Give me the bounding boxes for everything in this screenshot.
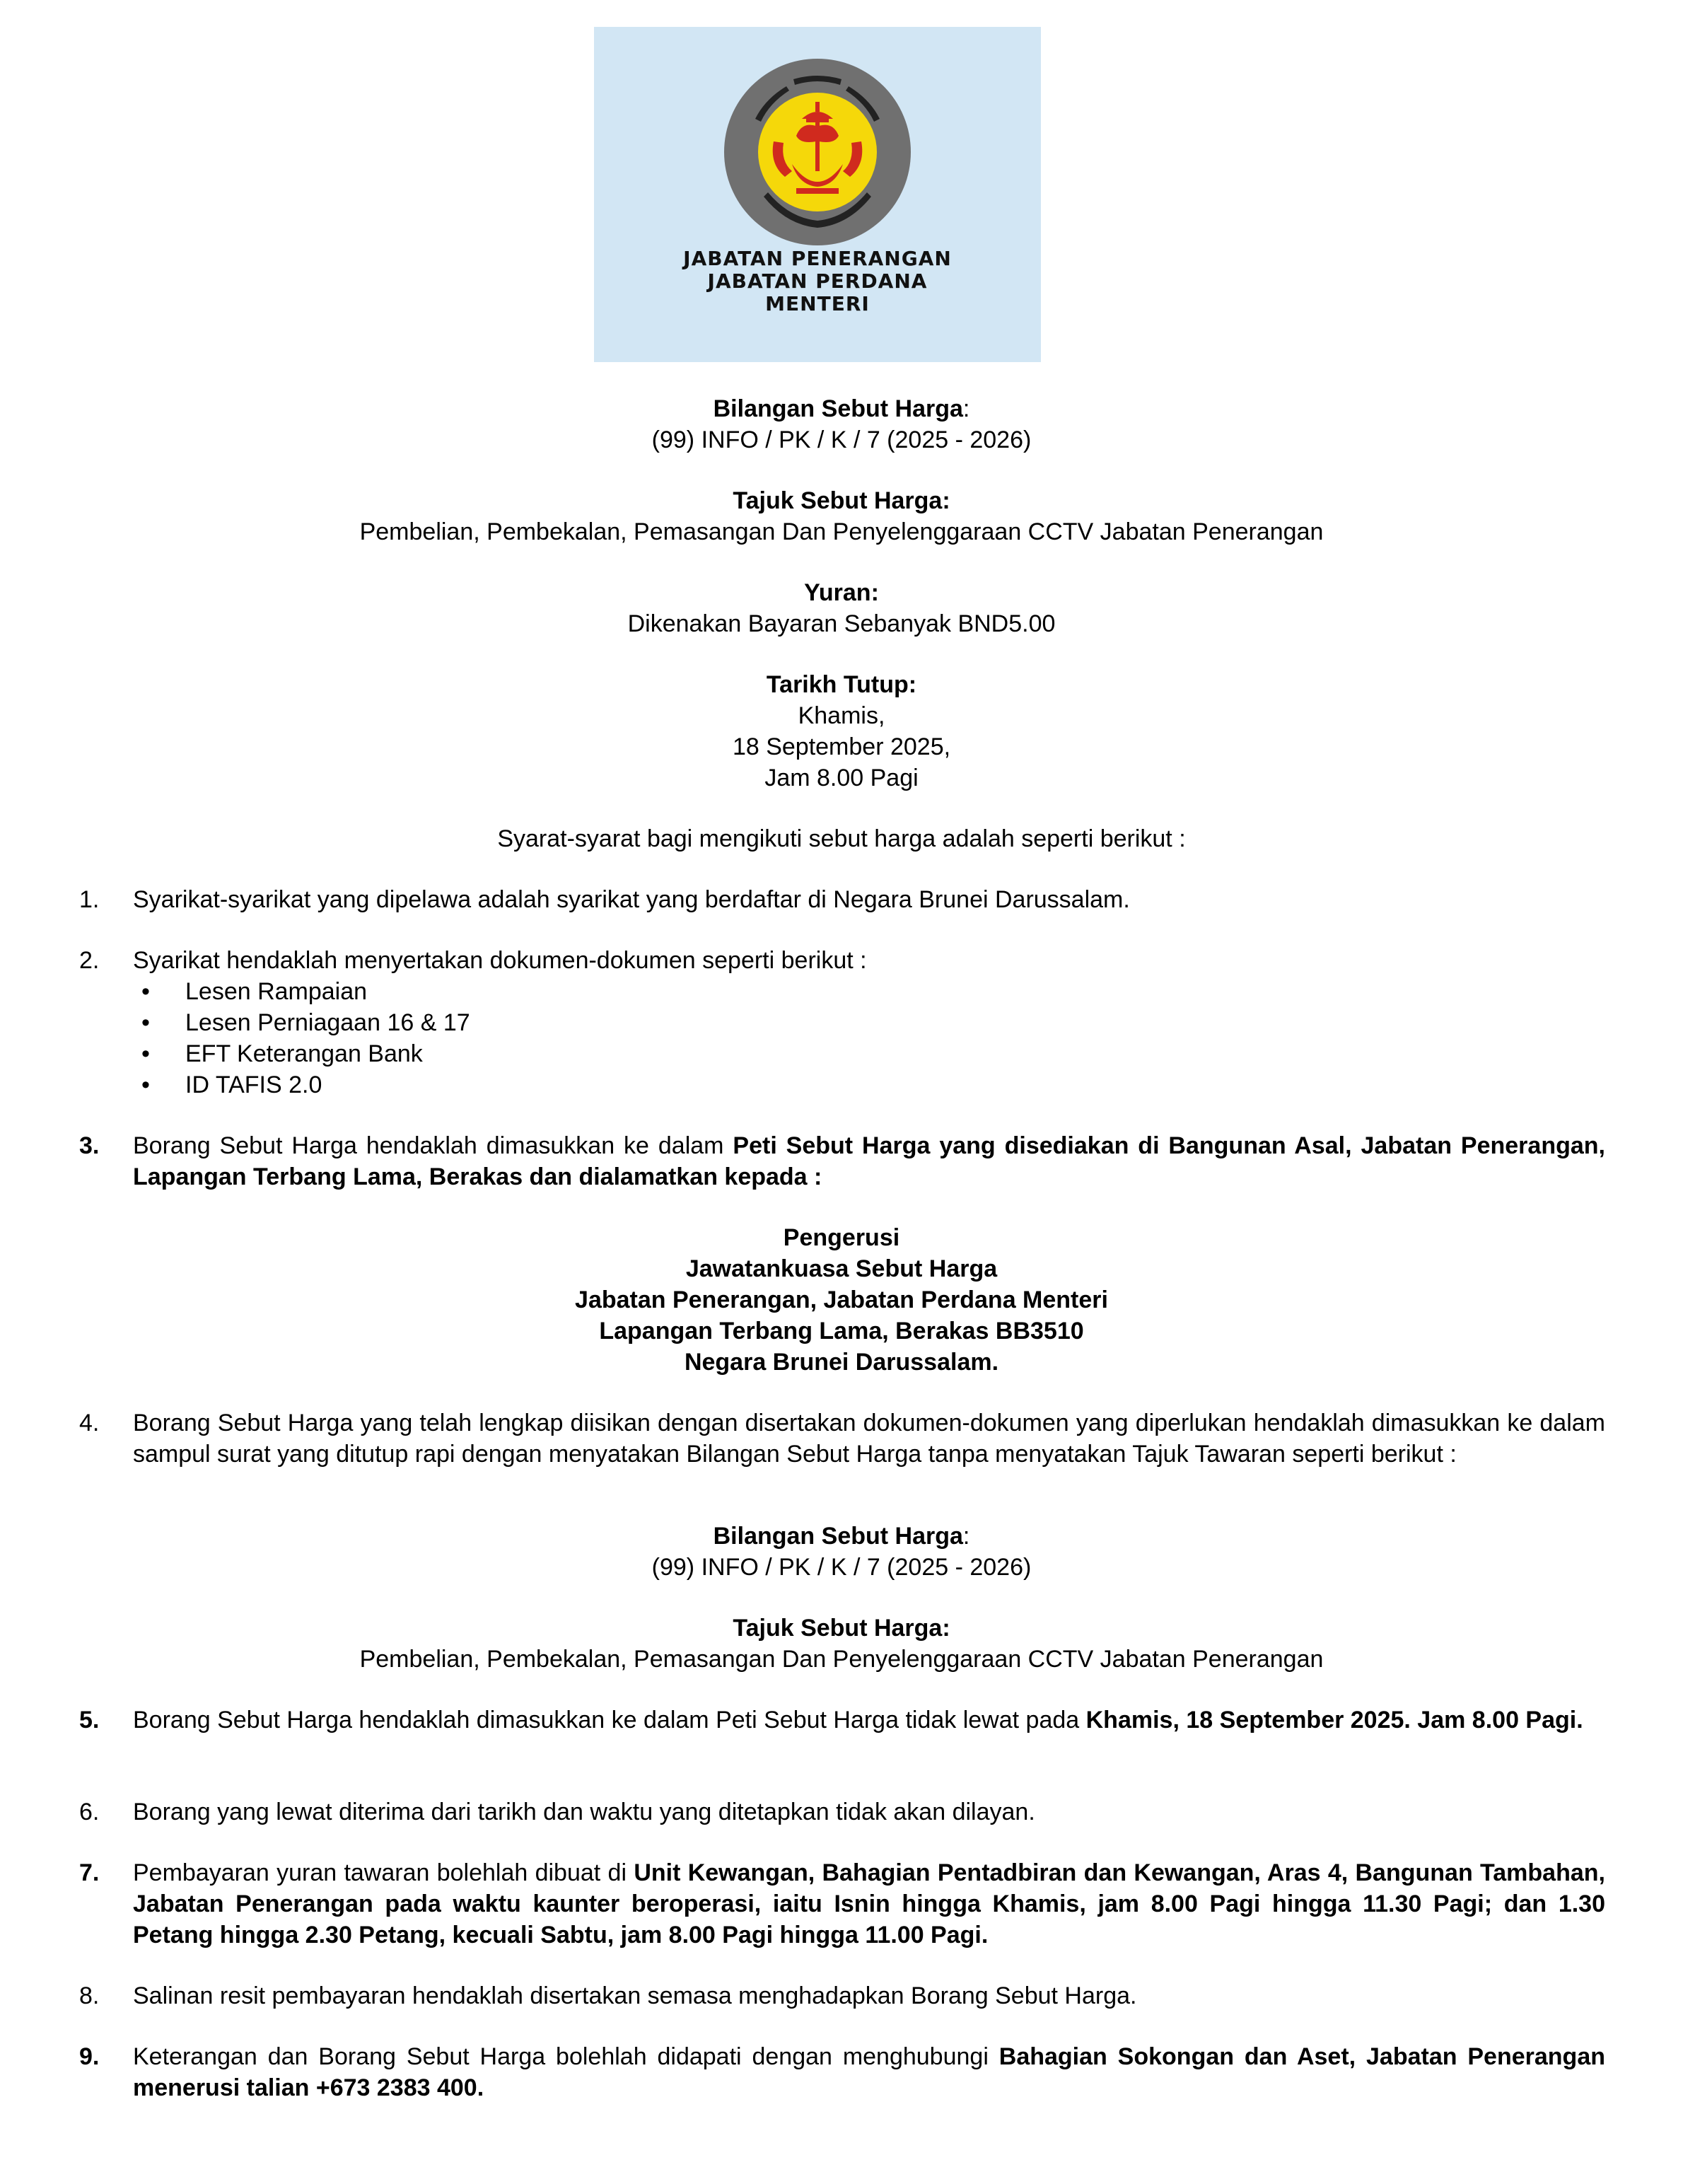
item-8-number: 8. (79, 1982, 100, 2009)
quotation-number-heading: Bilangan Sebut Harga: (713, 395, 970, 422)
address-line: Negara Brunei Darussalam. (684, 1349, 999, 1376)
conditions-intro: Syarat-syarat bagi mengikuti sebut harga adalah seperti berikut : (497, 825, 1186, 852)
item-8-text: Salinan resit pembayaran hendaklah disertakan semasa menghadapkan Borang Sebut Harga. (133, 1982, 1137, 2009)
item-6-number: 6. (79, 1799, 100, 1825)
envelope-number-value: (99) INFO / PK / K / 7 (2025 - 2026) (651, 1554, 1032, 1581)
address-line: Jabatan Penerangan, Jabatan Perdana Menteri (575, 1286, 1108, 1313)
list-item: • EFT Keterangan Bank (133, 1038, 470, 1069)
item-2-text: Syarikat hendaklah menyertakan dokumen-dokumen seperti berikut : (133, 947, 867, 974)
brunei-crest-emblem-icon (723, 58, 912, 246)
fee-value: Dikenakan Bayaran Sebanyak BND5.00 (627, 610, 1056, 637)
item-4-number: 4. (79, 1410, 100, 1436)
closing-date: 18 September 2025, (732, 733, 951, 760)
item-2-number: 2. (79, 947, 100, 974)
fee-heading: Yuran: (804, 579, 879, 606)
list-item: • Lesen Rampaian (133, 976, 470, 1007)
bullet-icon: • (141, 1009, 150, 1036)
envelope-number-heading: Bilangan Sebut Harga: (713, 1523, 970, 1550)
item-6-text: Borang yang lewat diterima dari tarikh dan waktu yang ditetapkan tidak akan dilayan. (133, 1799, 1035, 1825)
item-1-text: Syarikat-syarikat yang dipelawa adalah syarikat yang berdaftar di Negara Brunei Darussalam. (133, 886, 1130, 913)
list-item: • ID TAFIS 2.0 (133, 1069, 470, 1100)
item-4-text: Borang Sebut Harga yang telah lengkap diisikan dengan disertakan dokumen-dokumen yang diperlukan hendaklah dimasukkan ke dalam sampul surat yang ditutup rapi dengan menyatakan Bilangan Sebut Harga tanpa menyatakan Tajuk Tawaran seperti berikut : (133, 1410, 1605, 1468)
logo-text-line-2: JABATAN PERDANA (707, 269, 928, 293)
logo-text-line-3: MENTERI (765, 292, 870, 315)
quotation-title-value: Pembelian, Pembekalan, Pemasangan Dan Penyelenggaraan CCTV Jabatan Penerangan (359, 518, 1324, 545)
item-9-number: 9. (79, 2043, 100, 2070)
bullet-icon: • (141, 1040, 150, 1067)
item-3-text: Borang Sebut Harga hendaklah dimasukkan ke dalam Peti Sebut Harga yang disediakan di Bangunan Asal, Jabatan Penerangan, Lapangan Terbang Lama, Berakas dan dialamatkan kepada : (133, 1132, 1605, 1190)
address-line: Pengerusi (783, 1224, 900, 1251)
address-block (0, 1222, 1683, 1378)
closing-day: Khamis, (798, 702, 885, 729)
list-item: • Lesen Perniagaan 16 & 17 (133, 1007, 470, 1038)
closing-date-heading: Tarikh Tutup: (766, 671, 917, 698)
envelope-title-value: Pembelian, Pembekalan, Pemasangan Dan Penyelenggaraan CCTV Jabatan Penerangan (359, 1646, 1324, 1673)
address-line: Jawatankuasa Sebut Harga (685, 1255, 998, 1282)
quotation-title-heading: Tajuk Sebut Harga: (733, 487, 950, 514)
item-1-number: 1. (79, 886, 100, 913)
item-7-text: Pembayaran yuran tawaran bolehlah dibuat di Unit Kewangan, Bahagian Pentadbiran dan Kewangan, Aras 4, Bangunan Tambahan, Jabatan Penerangan pada waktu kaunter beroperasi, iaitu Isnin hingga Khamis, jam 8.00 Pagi hingga 11.30 Pagi; dan 1.30 Petang hingga 2.30 Petang, kecuali Sabtu, jam 8.00 Pagi hingga 11.00 Pagi. (133, 1859, 1605, 1948)
envelope-title-heading: Tajuk Sebut Harga: (733, 1615, 950, 1642)
document-list (133, 976, 470, 1100)
item-5-text: Borang Sebut Harga hendaklah dimasukkan ke dalam Peti Sebut Harga tidak lewat pada Khamis, 18 September 2025. Jam 8.00 Pagi. (133, 1707, 1583, 1733)
bullet-icon: • (141, 1071, 150, 1098)
bullet-icon: • (141, 978, 150, 1005)
item-9-text: Keterangan dan Borang Sebut Harga bolehlah didapati dengan menghubungi Bahagian Sokongan dan Aset, Jabatan Penerangan menerusi talian +673 2383 400. (133, 2043, 1605, 2101)
item-3-number: 3. (79, 1132, 100, 1159)
closing-time: Jam 8.00 Pagi (764, 765, 919, 791)
quotation-number-value: (99) INFO / PK / K / 7 (2025 - 2026) (651, 426, 1032, 453)
address-line: Lapangan Terbang Lama, Berakas BB3510 (599, 1318, 1084, 1344)
department-logo (594, 27, 1041, 362)
item-5-number: 5. (79, 1707, 100, 1733)
logo-text-line-1: JABATAN PENERANGAN (683, 247, 952, 270)
item-7-number: 7. (79, 1859, 100, 1886)
